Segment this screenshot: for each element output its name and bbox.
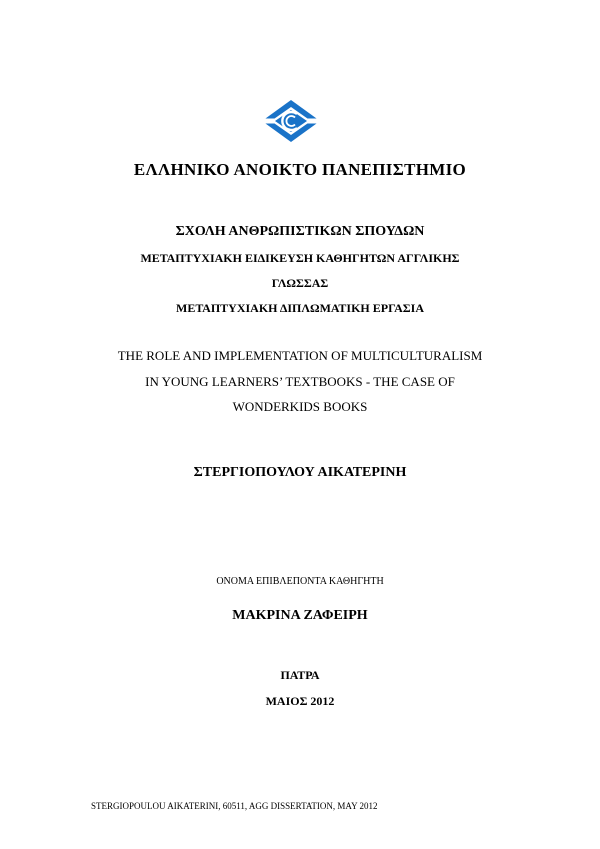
school-name: ΣΧΟΛΗ ΑΝΘΡΩΠΙΣΤΙΚΩΝ ΣΠΟΥΔΩΝ [175, 224, 425, 239]
thesis-title-line-1: THE ROLE AND IMPLEMENTATION OF MULTICULTURALISM [117, 348, 483, 363]
supervisor-label: ΟΝΟΜΑ ΕΠΙΒΛΕΠΟΝΤΑ ΚΑΘΗΓΗΤΗ [216, 576, 384, 587]
city: ΠΑΤΡΑ [280, 668, 320, 682]
specialization-line-1: ΜΕΤΑΠΤΥΧΙΑΚΗ ΕΙΔΙΚΕΥΣΗ ΚΑΘΗΓΗΤΩΝ ΑΓΓΛΙΚΗΣ [140, 251, 460, 265]
thesis-type: ΜΕΤΑΠΤΥΧΙΑΚΗ ΔΙΠΛΩΜΑΤΙΚΗ ΕΡΓΑΣΙΑ [176, 301, 424, 315]
university-name: ΕΛΛΗΝΙΚΟ ΑΝΟΙΚΤΟ ΠΑΝΕΠΙΣΤΗΜΙΟ [133, 160, 467, 179]
author-name: ΣΤΕΡΓΙΟΠΟΥΛΟΥ ΑΙΚΑΤΕΡΙΝΗ [193, 465, 407, 480]
thesis-title-line-3: WONDERKIDS BOOKS [232, 399, 368, 414]
university-logo-icon [261, 99, 321, 143]
thesis-title-line-2: IN YOUNG LEARNERS’ TEXTBOOKS - THE CASE OF [145, 374, 455, 389]
supervisor-name: ΜΑΚΡΙΝΑ ΖΑΦΕΙΡΗ [232, 608, 368, 623]
page-footer: STERGIOPOULOU AIKATERINI, 60511, AGG DISSERTATION, MAY 2012 [91, 801, 378, 811]
date: ΜΑΙΟΣ 2012 [265, 694, 335, 708]
specialization-line-2: ΓΛΩΣΣΑΣ [271, 276, 329, 290]
